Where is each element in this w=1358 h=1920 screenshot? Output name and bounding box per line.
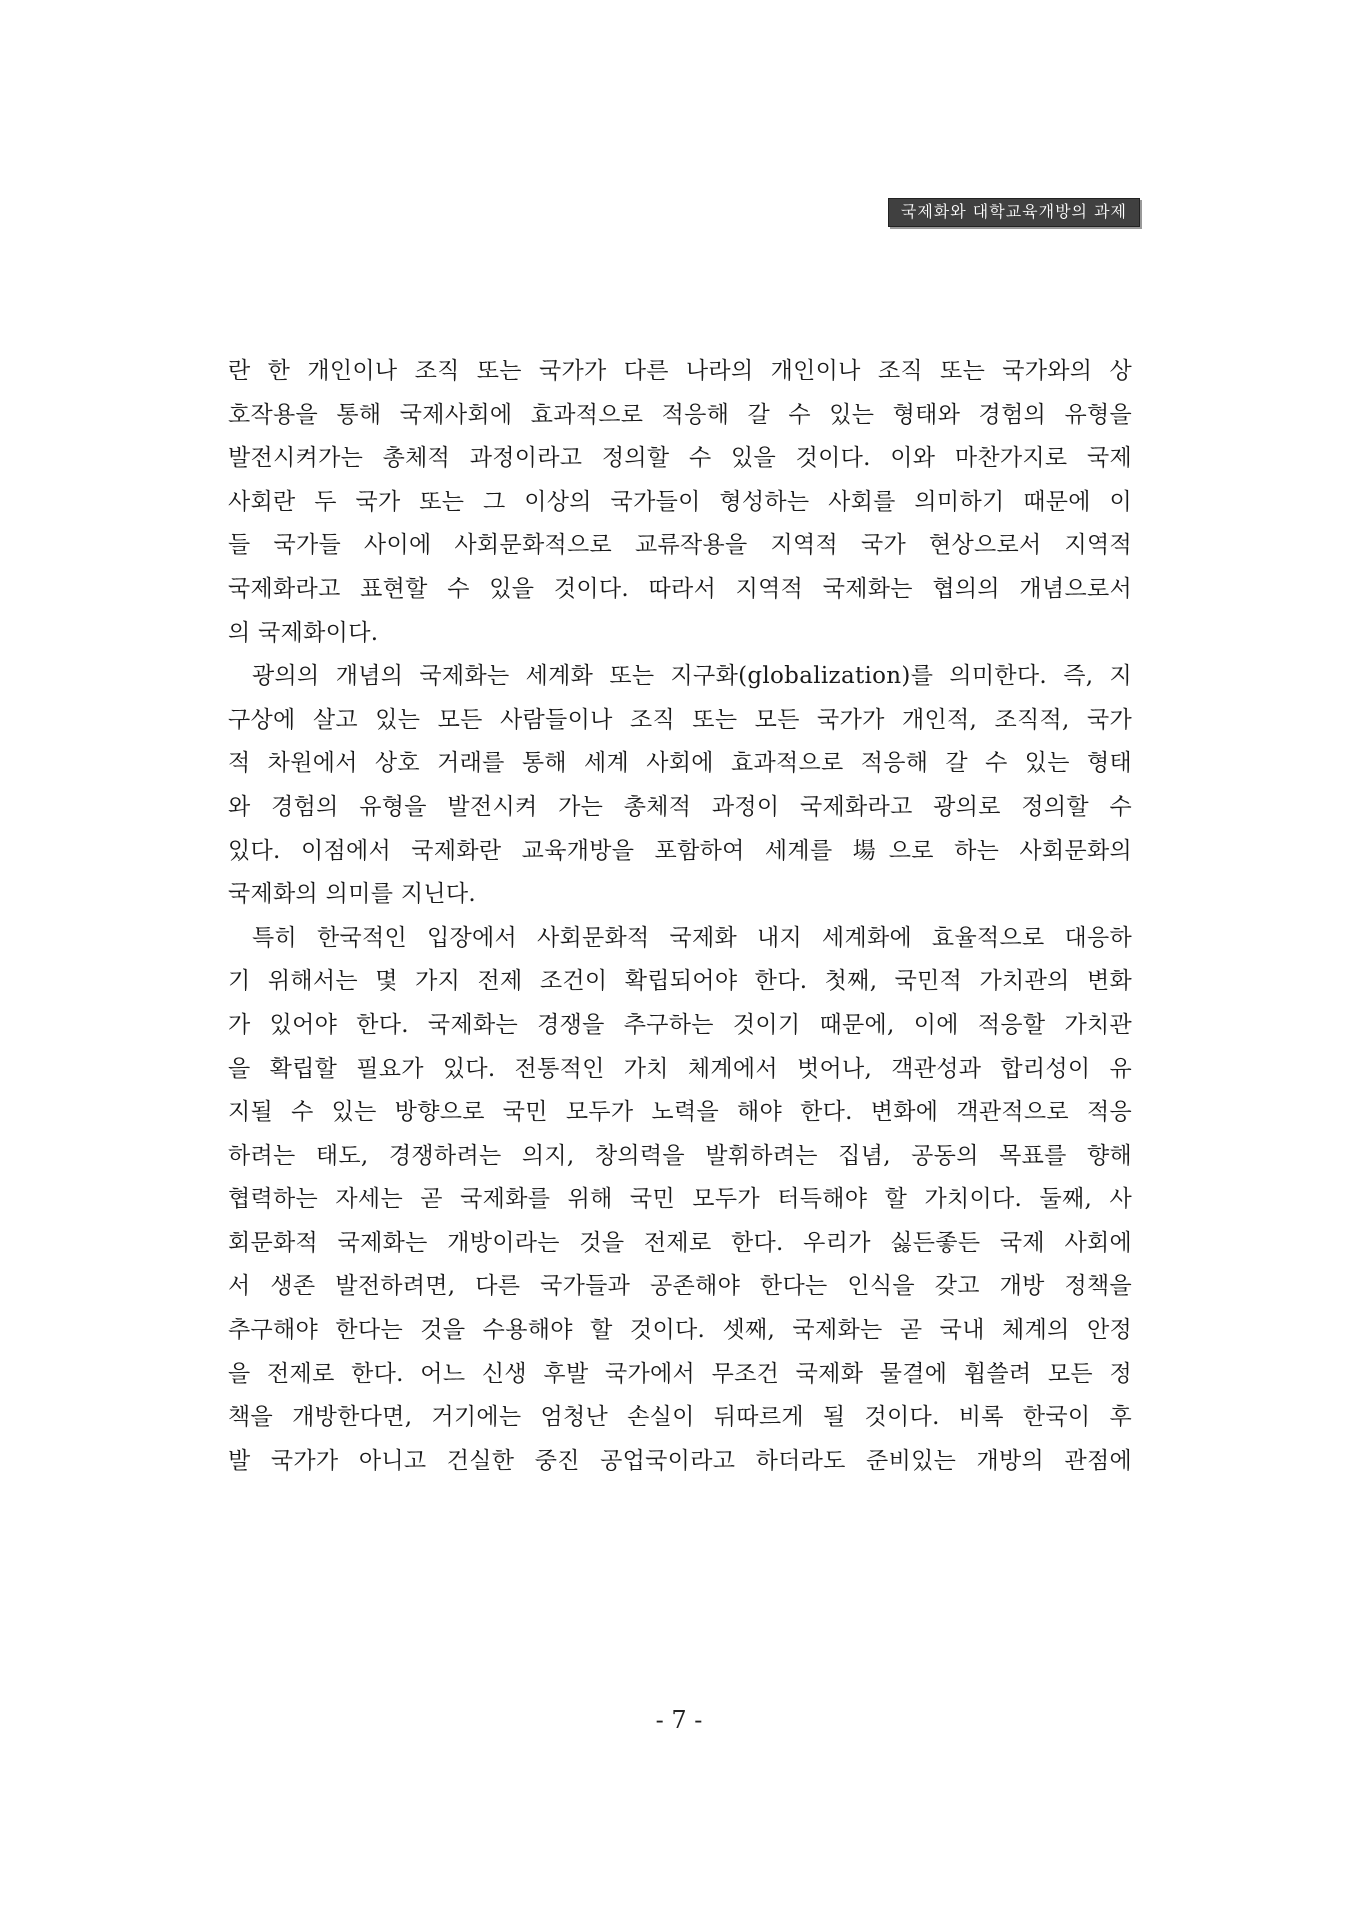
page-number: - 7 - — [655, 1706, 703, 1734]
text-line: 지될 수 있는 방향으로 국민 모두가 노력을 해야 한다. 변화에 객관적으로 적응 — [228, 1099, 1132, 1126]
text-line: 특히 한국적인 입장에서 사회문화적 국제화 내지 세계화에 효율적으로 대응하 — [252, 924, 1132, 951]
text-line: 을 전제로 한다. 어느 신생 후발 국가에서 무조건 국제화 물결에 휩쓸려 모든 정 — [228, 1360, 1132, 1387]
text-line: 국제화라고 표현할 수 있을 것이다. 따라서 지역적 국제화는 협의의 개념으로서 — [228, 575, 1132, 602]
text-line: 회문화적 국제화는 개방이라는 것을 전제로 한다. 우리가 싫든좋든 국제 사회에 — [228, 1229, 1132, 1256]
text-line: 의 국제화이다. — [228, 619, 379, 646]
text-line: 란 한 개인이나 조직 또는 국가가 다른 나라의 개인이나 조직 또는 국가와의 상 — [228, 358, 1132, 384]
text-line: 하려는 태도, 경쟁하려는 의지, 창의력을 발휘하려는 집념, 공동의 목표를 향해 — [228, 1142, 1132, 1169]
text-line: 들 국가들 사이에 사회문화적으로 교류작용을 지역적 국가 현상으로서 지역적 — [228, 532, 1132, 559]
text-line: 발 국가가 아니고 건실한 중진 공업국이라고 하더라도 준비있는 개방의 관점에 — [228, 1447, 1132, 1474]
text-line: 사회란 두 국가 또는 그 이상의 국가들이 형성하는 사회를 의미하기 때문에 이 — [228, 488, 1132, 515]
text-line: 와 경험의 유형을 발전시켜 가는 총체적 과정이 국제화라고 광의로 정의할 수 — [228, 793, 1132, 820]
text-line: 협력하는 자세는 곧 국제화를 위해 국민 모두가 터득해야 할 가치이다. 둘째, 사 — [228, 1186, 1132, 1213]
text-line: 기 위해서는 몇 가지 전제 조건이 확립되어야 한다. 첫째, 국민적 가치관의 변화 — [228, 968, 1132, 995]
text-line: 호작용을 통해 국제사회에 효과적으로 적응해 갈 수 있는 형태와 경험의 유형을 — [228, 401, 1132, 428]
text-line: 서 생존 발전하려면, 다른 국가들과 공존해야 한다는 인식을 갖고 개방 정책을 — [228, 1273, 1132, 1300]
text-line: 책을 개방한다면, 거기에는 엄청난 손실이 뒤따르게 될 것이다. 비록 한국이 후 — [228, 1404, 1132, 1431]
text-line: 적 차원에서 상호 거래를 통해 세계 사회에 효과적으로 적응해 갈 수 있는 형태 — [228, 750, 1132, 777]
text-line: 발전시켜가는 총체적 과정이라고 정의할 수 있을 것이다. 이와 마찬가지로 국제 — [228, 445, 1132, 472]
text-line: 가 있어야 한다. 국제화는 경쟁을 추구하는 것이기 때문에, 이에 적응할 가치관 — [228, 1011, 1132, 1038]
text-line: 구상에 살고 있는 모든 사람들이나 조직 또는 모든 국가가 개인적, 조직적, 국가 — [228, 706, 1132, 733]
text-line: 추구해야 한다는 것을 수용해야 할 것이다. 셋째, 국제화는 곧 국내 체계의 안정 — [228, 1317, 1132, 1344]
running-header: 국제화와 대학교육개방의 과제 — [888, 198, 1140, 227]
text-line: 광의의 개념의 국제화는 세계화 또는 지구화(globalization)를 의미한다. 즉, 지 — [252, 663, 1132, 690]
text-line: 국제화의 의미를 지닌다. — [228, 881, 477, 908]
text-line: 있다. 이점에서 국제화란 교육개방을 포함하여 세계를 場으로 하는 사회문화의 — [228, 837, 1132, 864]
body-text — [228, 350, 1132, 1483]
text-line: 을 확립할 필요가 있다. 전통적인 가치 체계에서 벗어나, 객관성과 합리성이 유 — [228, 1055, 1132, 1082]
